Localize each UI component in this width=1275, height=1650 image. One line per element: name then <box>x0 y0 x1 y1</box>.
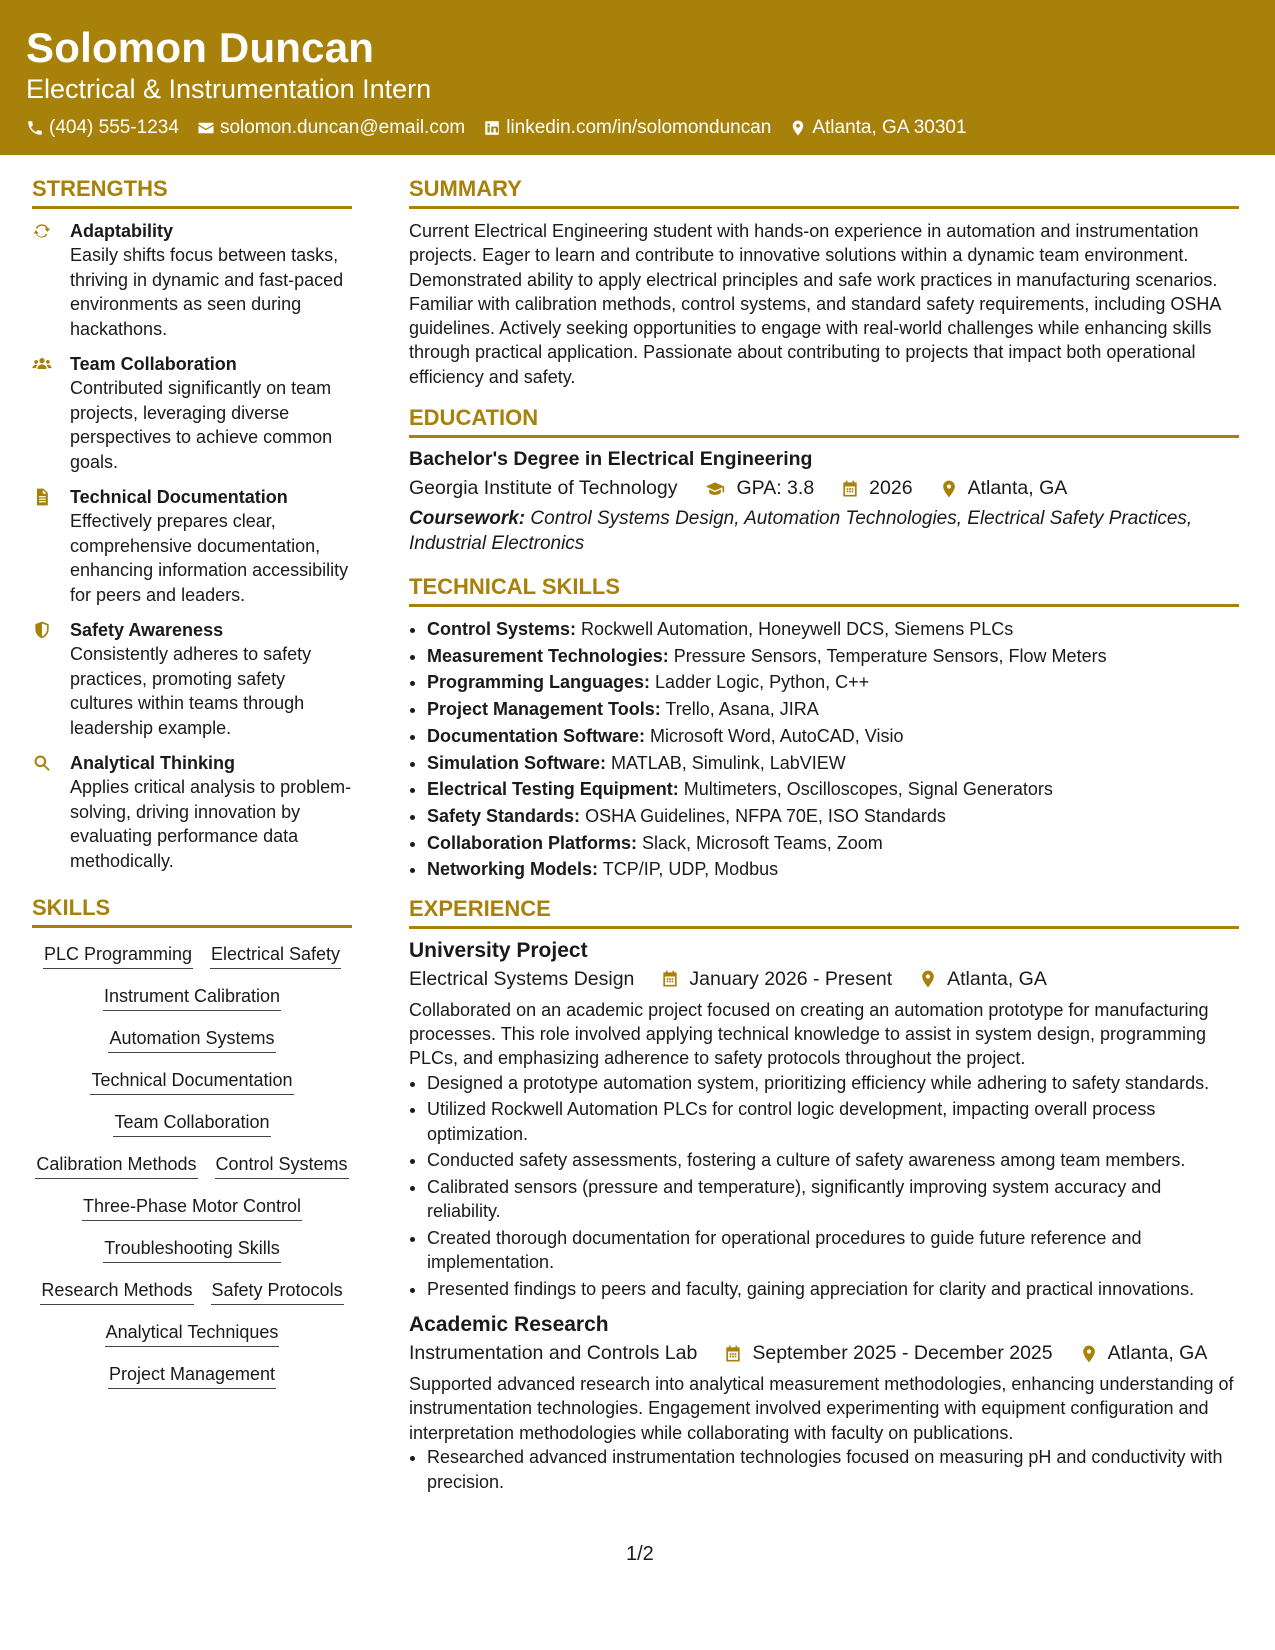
calendar-icon <box>840 479 860 499</box>
skill-tag: Research Methods <box>40 1278 193 1305</box>
contact-phone <box>26 117 179 139</box>
list-item <box>427 857 1239 882</box>
list-item <box>427 724 1239 749</box>
contact-linkedin[interactable] <box>483 117 771 139</box>
tech-skill-value: Multimeters, Oscilloscopes, Signal Generators <box>683 779 1053 800</box>
shield-icon <box>32 620 52 640</box>
strength-desc: Contributed significantly on team projects, leveraging diverse perspectives to achieve common goals. <box>70 378 333 472</box>
calendar-icon <box>723 1344 743 1364</box>
strength-item <box>32 751 352 873</box>
list-item: • Researched advanced instrumentation technologies focused on measuring pH and conductivity with precision. <box>427 1445 1239 1494</box>
strength-title: Adaptability <box>70 221 174 241</box>
job-org: Instrumentation and Controls Lab <box>409 1342 698 1365</box>
candidate-title: Electrical & Instrumentation Intern <box>26 74 432 104</box>
job-meta <box>409 1342 1239 1365</box>
right-column <box>409 176 1239 1496</box>
job-org: Electrical Systems Design <box>409 967 635 990</box>
skill-tag: Analytical Techniques <box>105 1320 280 1347</box>
graduation-cap-icon <box>703 479 727 499</box>
job-bullets <box>409 1445 1239 1494</box>
coursework-list: Control Systems Design, Automation Technologies, Electrical Safety Practices, Industrial Electronics <box>409 508 1193 554</box>
job-description: Supported advanced research into analytical measurement methodologies, enhancing understanding of instrumentation technologies. Engagement involved experimenting with equipment configuration and interpretation methodologies while collaborating with faculty on publications. <box>409 1374 1234 1443</box>
tech-skill-label: Control Systems: <box>427 619 577 640</box>
candidate-name: Solomon Duncan <box>26 24 375 71</box>
skill-tag: PLC Programming <box>43 942 193 969</box>
tech-skill-label: Networking Models: <box>427 859 599 880</box>
degree-title: Bachelor's Degree in Electrical Engineering <box>409 448 813 471</box>
skills-heading: SKILLS <box>32 895 352 928</box>
tech-skill-value: MATLAB, Simulink, LabVIEW <box>611 752 846 773</box>
contact-row <box>26 117 967 139</box>
skill-tag: Three-Phase Motor Control <box>82 1194 302 1221</box>
strength-title: Safety Awareness <box>70 620 224 640</box>
phone-text: (404) 555-1234 <box>49 117 179 138</box>
experience-heading: EXPERIENCE <box>409 896 1239 929</box>
linkedin-link[interactable]: linkedin.com/in/solomonduncan <box>506 117 772 138</box>
email-link[interactable]: solomon.duncan@email.com <box>219 117 466 138</box>
list-item: • Designed a prototype automation system, prioritizing efficiency while adhering to safety standards. <box>427 1071 1239 1096</box>
tech-skill-value: Trello, Asana, JIRA <box>665 699 819 720</box>
contact-location <box>789 117 966 139</box>
education-location: Atlanta, GA <box>967 477 1068 500</box>
strength-title: Team Collaboration <box>70 354 237 374</box>
strength-desc: Consistently adheres to safety practices, promoting safety cultures within teams through leadership example. <box>70 644 312 738</box>
tech-skill-label: Project Management Tools: <box>427 699 661 720</box>
job-dates: January 2026 - Present <box>689 967 893 990</box>
search-icon <box>32 753 52 773</box>
list-item <box>427 804 1239 829</box>
skill-tag: Instrument Calibration <box>103 984 281 1011</box>
tech-skill-value: Ladder Logic, Python, C++ <box>655 672 870 693</box>
envelope-icon <box>197 119 215 137</box>
tech-skill-value: OSHA Guidelines, NFPA 70E, ISO Standards <box>585 805 946 826</box>
calendar-icon <box>660 969 680 989</box>
tech-skill-label: Safety Standards: <box>427 805 581 826</box>
left-column <box>32 176 352 1389</box>
map-pin-icon <box>789 119 807 137</box>
document-icon <box>32 487 52 507</box>
job-description: Collaborated on an academic project focused on creating an automation prototype for manufacturing processes. This role involved applying technical knowledge to assist in system design, programming PLCs, and emphasizing adherence to safety protocols throughout the project. <box>409 999 1209 1069</box>
tech-skill-value: Rockwell Automation, Honeywell DCS, Siemens PLCs <box>581 619 1014 640</box>
skill-tag: Calibration Methods <box>35 1152 197 1179</box>
linkedin-icon <box>483 119 501 137</box>
job-dates: September 2025 - December 2025 <box>752 1342 1053 1365</box>
graduation-year: 2026 <box>869 477 913 500</box>
job-title: University Project <box>409 938 588 962</box>
tech-skill-label: Collaboration Platforms: <box>427 832 638 853</box>
job-location: Atlanta, GA <box>947 967 1047 990</box>
skill-tag: Automation Systems <box>108 1026 275 1053</box>
tech-skill-label: Measurement Technologies: <box>427 645 669 666</box>
education-meta <box>409 477 1239 500</box>
education-heading: EDUCATION <box>409 405 1239 438</box>
summary-text: Current Electrical Engineering student with hands-on experience in automation and instrumentation projects. Eager to learn and contribute to innovative solutions within a dynamic team environment. Demonstrated ability to apply electrical principles and safe work practices in manufacturing scenarios. Familiar with calibration methods, control systems, and standard safety requirements, including OSHA guidelines. Actively seeking opportunities to engage with real-world challenges while enhancing skills through practical application. Passionate about contributing to projects that impact both operational efficiency and safety. <box>409 221 1221 387</box>
coursework <box>409 507 1239 556</box>
strengths-heading: STRENGTHS <box>32 176 352 209</box>
technical-skills-list <box>409 617 1239 882</box>
tech-skill-value: TCP/IP, UDP, Modbus <box>602 859 779 880</box>
job-bullets <box>409 1071 1239 1302</box>
strength-title: Analytical Thinking <box>70 753 236 773</box>
list-item <box>427 670 1239 695</box>
strength-desc: Effectively prepares clear, comprehensive documentation, enhancing information accessibility for peers and leaders. <box>70 511 349 605</box>
location-text: Atlanta, GA 30301 <box>812 117 967 138</box>
tech-skill-value: Slack, Microsoft Teams, Zoom <box>642 832 883 853</box>
job-location: Atlanta, GA <box>1107 1342 1208 1365</box>
school-name: Georgia Institute of Technology <box>409 477 678 500</box>
skill-tag: Safety Protocols <box>211 1278 344 1305</box>
strength-item <box>32 618 352 740</box>
page-number: 1/2 <box>626 1543 654 1565</box>
map-pin-icon <box>918 969 938 989</box>
skill-tag: Control Systems <box>215 1152 349 1179</box>
summary-heading: SUMMARY <box>409 176 1239 209</box>
skill-tag: Troubleshooting Skills <box>103 1236 280 1263</box>
list-item <box>427 644 1239 669</box>
list-item <box>427 751 1239 776</box>
phone-icon <box>26 119 44 137</box>
strength-title: Technical Documentation <box>70 487 288 507</box>
list-item: • Created thorough documentation for operational procedures to guide future reference and implementation. <box>427 1226 1239 1275</box>
users-icon <box>32 354 52 374</box>
tech-skill-label: Electrical Testing Equipment: <box>427 779 679 800</box>
job-meta <box>409 968 1239 991</box>
tech-skill-value: Microsoft Word, AutoCAD, Visio <box>650 725 904 746</box>
list-item <box>427 697 1239 722</box>
strength-desc: Applies critical analysis to problem-solving, driving innovation by evaluating performance data methodically. <box>70 777 352 871</box>
list-item <box>427 617 1239 642</box>
strength-item <box>32 352 352 474</box>
skills-list <box>32 942 352 1389</box>
strength-desc: Easily shifts focus between tasks, thriving in dynamic and fast-paced environments as seen during hackathons. <box>70 245 344 339</box>
tech-skill-label: Simulation Software: <box>427 752 607 773</box>
skill-tag: Technical Documentation <box>90 1068 293 1095</box>
gpa-text: GPA: 3.8 <box>736 477 815 500</box>
list-item: • Conducted safety assessments, fostering a culture of safety awareness among team members. <box>427 1148 1239 1173</box>
technical-skills-heading: TECHNICAL SKILLS <box>409 574 1239 607</box>
job-title: Academic Research <box>409 1313 609 1337</box>
coursework-label: Coursework: <box>409 508 526 530</box>
list-item: • Presented findings to peers and faculty, gaining appreciation for clarity and practical innovations. <box>427 1277 1239 1302</box>
map-pin-icon <box>939 479 959 499</box>
resume-header <box>0 0 1275 155</box>
tech-skill-label: Programming Languages: <box>427 672 651 693</box>
map-pin-icon <box>1079 1344 1099 1364</box>
tech-skill-value: Pressure Sensors, Temperature Sensors, Flow Meters <box>673 645 1107 666</box>
sync-icon <box>32 221 52 241</box>
contact-email[interactable] <box>197 117 465 139</box>
skill-tag: Electrical Safety <box>210 942 341 969</box>
list-item: • Utilized Rockwell Automation PLCs for control logic development, impacting overall process optimization. <box>427 1097 1239 1146</box>
list-item <box>427 831 1239 856</box>
skill-tag: Team Collaboration <box>113 1110 270 1137</box>
list-item: • Calibrated sensors (pressure and temperature), significantly improving system accuracy and reliability. <box>427 1175 1239 1224</box>
skill-tag: Project Management <box>108 1362 276 1389</box>
strength-item <box>32 485 352 607</box>
list-item <box>427 777 1239 802</box>
tech-skill-label: Documentation Software: <box>427 725 646 746</box>
strength-item <box>32 219 352 341</box>
